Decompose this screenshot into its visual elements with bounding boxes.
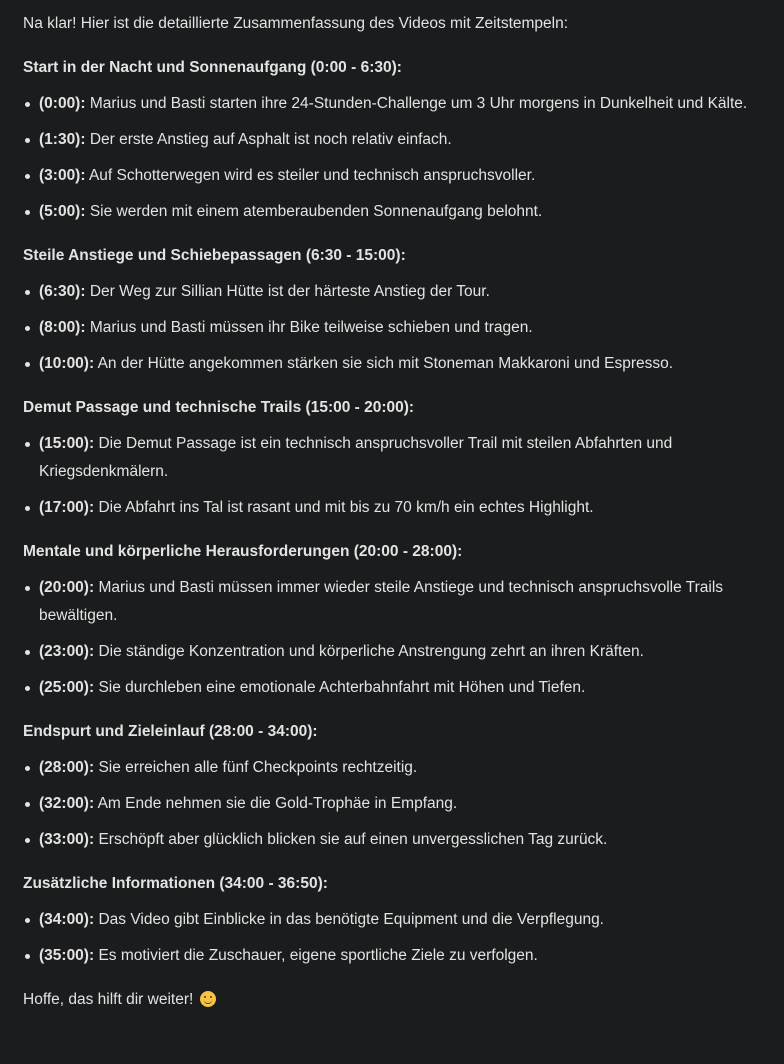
bullet-icon [25,650,30,655]
list-item [23,162,753,190]
timestamp: (28:00): [39,759,95,776]
item-text: Erschöpft aber glücklich blicken sie auf einen unvergesslichen Tag zurück. [98,831,608,848]
summary-sections [23,54,753,970]
list-item [23,638,753,666]
list-item [23,754,753,782]
item-text: Sie werden mit einem atemberaubenden Sonnenaufgang belohnt. [89,203,543,220]
item-text: Marius und Basti müssen immer wieder steile Anstiege und technisch anspruchsvolle Trails bewältigen. [39,579,724,624]
timestamp-list [23,430,753,522]
item-text: Der Weg zur Sillian Hütte ist der härteste Anstieg der Tour. [89,283,490,300]
timestamp: (32:00): [39,795,95,812]
bullet-icon [25,586,30,591]
bullet-icon [25,506,30,511]
timestamp: (17:00): [39,499,95,516]
list-item [23,574,753,630]
list-item [23,126,753,154]
section-heading: Zusätzliche Informationen (34:00 - 36:50): [23,875,328,892]
bullet-icon [25,686,30,691]
list-item [23,942,753,970]
item-text: Sie durchleben eine emotionale Achterbahnfahrt mit Höhen und Tiefen. [98,679,586,696]
item-text: Am Ende nehmen sie die Gold-Trophäe in Empfang. [97,795,458,812]
bullet-icon [25,290,30,295]
bullet-icon [25,954,30,959]
bullet-icon [25,210,30,215]
section-heading: Mentale und körperliche Herausforderungen (20:00 - 28:00): [23,543,463,560]
list-item [23,430,753,486]
timestamp: (33:00): [39,831,95,848]
bullet-icon [25,838,30,843]
list-item [23,790,753,818]
timestamp: (0:00): [39,95,86,112]
list-item [23,674,753,702]
timestamp-list [23,574,753,702]
timestamp: (23:00): [39,643,95,660]
bullet-icon [25,362,30,367]
timestamp: (25:00): [39,679,95,696]
outro-text [23,986,753,1014]
timestamp: (34:00): [39,911,95,928]
list-item [23,278,753,306]
section-heading: Start in der Nacht und Sonnenaufgang (0:00 - 6:30): [23,59,402,76]
timestamp: (5:00): [39,203,86,220]
bullet-icon [25,802,30,807]
item-text: Die Abfahrt ins Tal ist rasant und mit bis zu 70 km/h ein echtes Highlight. [98,499,594,516]
timestamp-list [23,278,753,378]
intro-text: Na klar! Hier ist die detaillierte Zusammenfassung des Videos mit Zeitstempeln: [23,15,569,32]
timestamp: (10:00): [39,355,95,372]
timestamp-list [23,906,753,970]
item-text: Das Video gibt Einblicke in das benötigte Equipment und die Verpflegung. [98,911,604,928]
list-item [23,350,753,378]
list-item [23,906,753,934]
section-heading: Steile Anstiege und Schiebepassagen (6:30 - 15:00): [23,247,406,264]
timestamp: (6:30): [39,283,86,300]
list-item [23,314,753,342]
bullet-icon [25,766,30,771]
bullet-icon [25,442,30,447]
item-text: Auf Schotterwegen wird es steiler und technisch anspruchsvoller. [88,167,536,184]
list-item [23,90,753,118]
item-text: Marius und Basti müssen ihr Bike teilweise schieben und tragen. [89,319,533,336]
smiling-face-icon [200,991,216,1007]
item-text: Es motiviert die Zuschauer, eigene sportliche Ziele zu verfolgen. [98,947,538,964]
item-text: Sie erreichen alle fünf Checkpoints rechtzeitig. [98,759,418,776]
bullet-icon [25,138,30,143]
response-message [23,10,753,1014]
bullet-icon [25,918,30,923]
section-heading: Endspurt und Zieleinlauf (28:00 - 34:00): [23,723,318,740]
item-text: Marius und Basti starten ihre 24-Stunden-Challenge um 3 Uhr morgens in Dunkelheit und Kälte. [89,95,748,112]
bullet-icon [25,174,30,179]
timestamp-list [23,90,753,226]
item-text: Die ständige Konzentration und körperliche Anstrengung zehrt an ihren Kräften. [98,643,644,660]
timestamp: (8:00): [39,319,86,336]
item-text: Der erste Anstieg auf Asphalt ist noch relativ einfach. [89,131,452,148]
timestamp-list [23,754,753,854]
timestamp: (35:00): [39,947,95,964]
list-item [23,494,753,522]
section-heading: Demut Passage und technische Trails (15:00 - 20:00): [23,399,415,416]
item-text: An der Hütte angekommen stärken sie sich mit Stoneman Makkaroni und Espresso. [97,355,674,372]
list-item [23,826,753,854]
timestamp: (20:00): [39,579,95,596]
outro-label: Hoffe, das hilft dir weiter! [23,991,194,1008]
timestamp: (15:00): [39,435,95,452]
timestamp: (1:30): [39,131,86,148]
list-item [23,198,753,226]
bullet-icon [25,102,30,107]
bullet-icon [25,326,30,331]
item-text: Die Demut Passage ist ein technisch anspruchsvoller Trail mit steilen Abfahrten und Kriegsdenkmälern. [39,435,673,480]
timestamp: (3:00): [39,167,86,184]
